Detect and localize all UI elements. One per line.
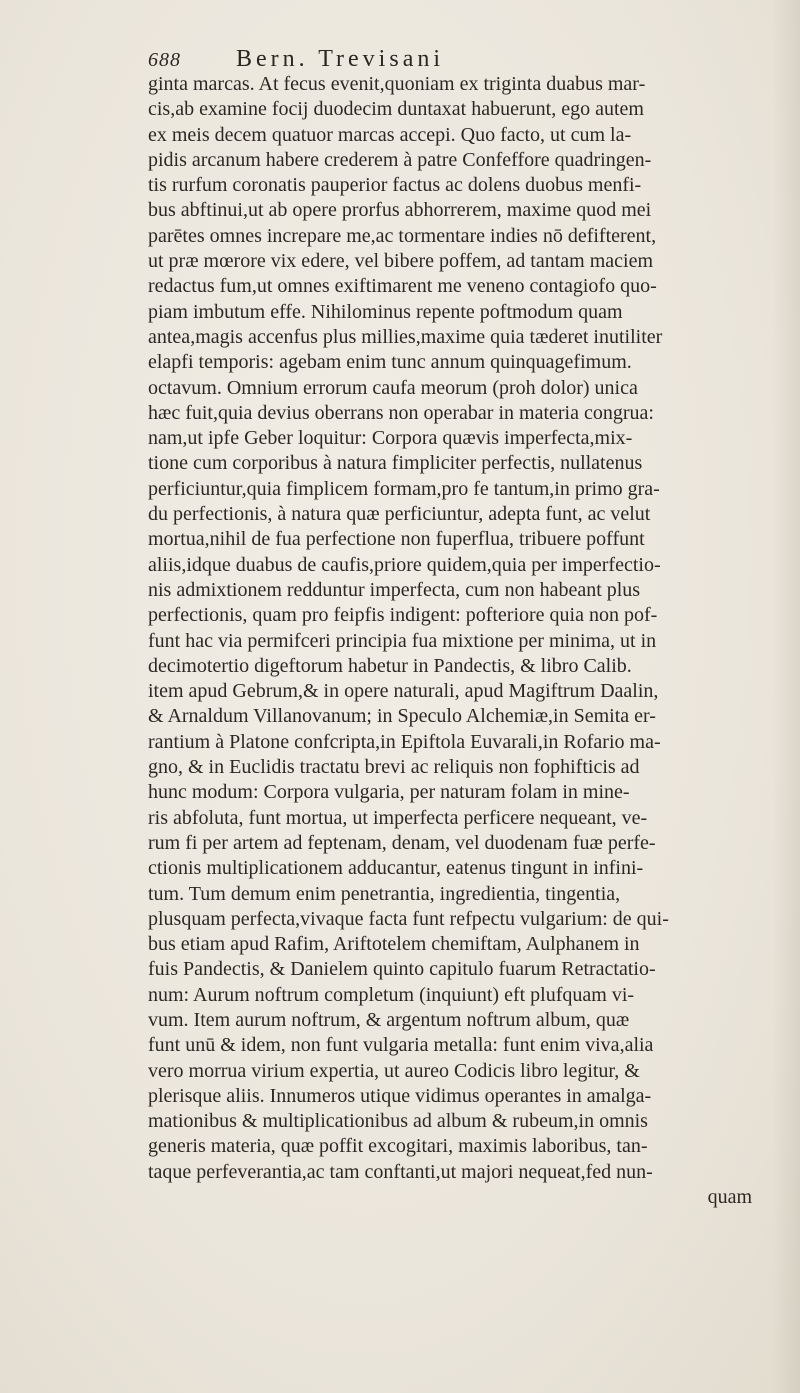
body-text	[148, 72, 760, 1210]
text-line: elapfi temporis: agebam enim tunc annum quinquagefimum.	[148, 351, 632, 374]
text-line: parētes omnes increpare me,ac tormentare indies nō defifterent,	[148, 224, 657, 247]
text-line: mortua,nihil de fua perfectione non fuperflua, tribuere poffunt	[148, 528, 645, 551]
text-line: tis rurfum coronatis pauperior factus ac dolens duobus menfi-	[148, 174, 642, 197]
text-line: num: Aurum noftrum completum (inquiunt) eft plufquam vi-	[148, 983, 635, 1006]
text-line: hæc fuit,quia devius oberrans non operabar in materia congrua:	[148, 401, 654, 424]
text-line: fuis Pandectis, & Danielem quinto capitulo fuarum Retractatio-	[148, 958, 656, 981]
page-number: 688	[148, 49, 181, 71]
text-line: aliis,idque duabus de caufis,priore quidem,quia per imperfectio-	[148, 553, 661, 576]
running-head: Bern. Trevisani	[236, 46, 445, 72]
text-line: hunc modum: Corpora vulgaria, per naturam folam in mine-	[148, 781, 630, 804]
text-line: bus abftinui,ut ab opere prorfus abhorrerem, maxime quod mei	[148, 199, 652, 222]
text-line: du perfectionis, à natura quæ perficiuntur, adepta funt, ac velut	[148, 503, 651, 526]
text-line: bus etiam apud Rafim, Ariftotelem chemiftam, Aulphanem in	[148, 933, 640, 956]
text-line: nam,ut ipfe Geber loquitur: Corpora quævis imperfecta,mix-	[148, 427, 633, 450]
text-line: ctionis multiplicationem adducantur, eatenus tingunt in infini-	[148, 857, 644, 880]
page-edge-shadow	[772, 0, 800, 1393]
text-line: cis,ab examine focij duodecim duntaxat habuerunt, ego autem	[148, 98, 644, 121]
text-line: ex meis decem quatuor marcas accepi. Quo facto, ut cum la-	[148, 123, 632, 146]
text-line: rum fi per artem ad feptenam, denam, vel duodenam fuæ perfe-	[148, 831, 656, 854]
text-line: octavum. Omnium errorum caufa meorum (proh dolor) unica	[148, 376, 638, 399]
text-line: funt unū & idem, non funt vulgaria metalla: funt enim viva,alia	[148, 1034, 654, 1057]
text-line: mationibus & multiplicationibus ad album & rubeum,in omnis	[148, 1110, 648, 1133]
text-line: item apud Gebrum,& in opere naturali, apud Magiftrum Daalin,	[148, 680, 659, 703]
text-line: ris abfoluta, funt mortua, ut imperfecta perficere nequeant, ve-	[148, 806, 648, 829]
text-line: redactus fum,ut omnes exiftimarent me veneno contagiofo quo-	[148, 275, 657, 298]
text-line: & Arnaldum Villanovanum; in Speculo Alchemiæ,in Semita er-	[148, 705, 656, 728]
text-line: tum. Tum demum enim penetrantia, ingredientia, tingentia,	[148, 882, 621, 905]
text-line: nis admixtionem redduntur imperfecta, cum non habeant plus	[148, 578, 641, 601]
text-line: taque perfeverantia,ac tam conftanti,ut majori nequeat,fed nun-	[148, 1160, 653, 1183]
text-line: tione cum corporibus à natura fimpliciter perfectis, nullatenus	[148, 452, 643, 475]
text-line: gno, & in Euclidis tractatu brevi ac reliquis non fophifticis ad	[148, 756, 640, 779]
text-line: ut præ mœrore vix edere, vel bibere poffem, ad tantam maciem	[148, 250, 653, 273]
text-line: decimotertio digeftorum habetur in Pandectis, & libro Calib.	[148, 654, 632, 677]
text-line: quam	[707, 1186, 752, 1209]
text-line: perfectionis, quam pro feipfis indigent: pofteriore quia non pof-	[148, 604, 658, 627]
text-line: vum. Item aurum noftrum, & argentum noftrum album, quæ	[148, 1008, 630, 1031]
text-line: vero morrua virium expertia, ut aureo Codicis libro legitur, &	[148, 1059, 640, 1082]
text-line: ginta marcas. At fecus evenit,quoniam ex triginta duabus mar-	[148, 73, 646, 95]
text-line: rantium à Platone confcripta,in Epiftola Euvarali,in Rofario ma-	[148, 730, 661, 753]
text-line: funt hac via permifceri principia fua mixtione per minima, ut in	[148, 629, 657, 652]
text-line: generis materia, quæ poffit excogitari, maximis laboribus, tan-	[148, 1135, 648, 1158]
text-line: plerisque aliis. Innumeros utique vidimus operantes in amalga-	[148, 1084, 652, 1107]
text-line: antea,magis accenfus plus millies,maxime quia tæderet inutiliter	[148, 325, 663, 348]
text-line: perficiuntur,quia fimplicem formam,pro fe tantum,in primo gra-	[148, 477, 660, 500]
text-line: pidis arcanum habere crederem à patre Confeffore quadringen-	[148, 148, 652, 171]
text-line: plusquam perfecta,vivaque facta funt refpectu vulgarium: de qui-	[148, 907, 669, 930]
text-line: piam imbutum effe. Nihilominus repente poftmodum quam	[148, 300, 623, 323]
